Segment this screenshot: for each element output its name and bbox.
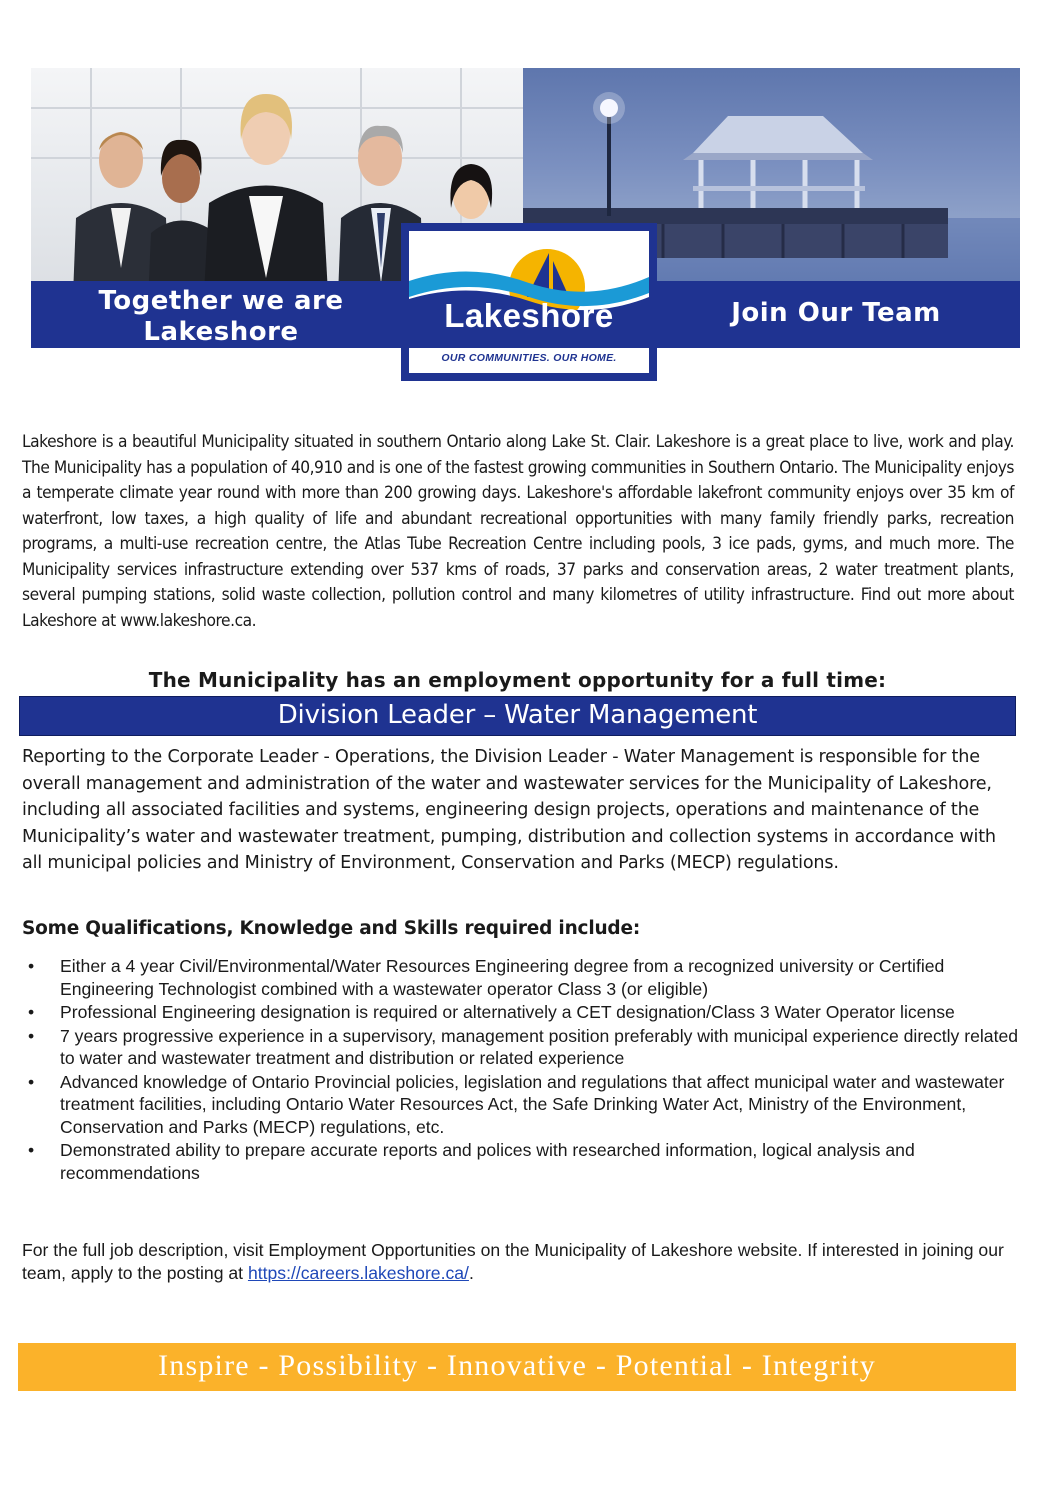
application-instructions xyxy=(22,1239,1032,1284)
values-text: Inspire - Possibility - Innovative - Potential - Integrity xyxy=(158,1349,876,1382)
reporting-paragraph: Reporting to the Corporate Leader - Operations, the Division Leader - Water Management is responsible for the overall management and administration of the water and wastewater services for the Municipality of Lakeshore, including all associated facilities and systems, engineering design projects, operations and maintenance of the Municipality’s water and wastewater treatment, pumping, distribution and collection systems in accordance with all municipal policies and Ministry of Environment, Conservation and Parks (MECP) regulations. xyxy=(22,747,996,874)
list-item xyxy=(22,1139,1022,1184)
job-title-band xyxy=(19,696,1016,736)
bullet-icon: • xyxy=(28,1002,35,1022)
qualification-text: 7 years progressive experience in a supervisory, management position preferably with municipal experience directly related to water and wastewater treatment and distribution or related experience xyxy=(60,1025,1019,1068)
qualification-text: Professional Engineering designation is required or alternatively a CET designation/Class 3 Water Operator license xyxy=(60,1002,955,1022)
list-item xyxy=(22,1025,1022,1070)
careers-link[interactable]: https://careers.lakeshore.ca/ xyxy=(247,1262,469,1283)
job-title: Division Leader – Water Management xyxy=(277,700,758,730)
list-item xyxy=(22,1001,1022,1024)
logo-wordmark: Lakeshore xyxy=(444,297,614,334)
footer-text-before: For the full job description, visit Employment Opportunities on the Municipality of Lakeshore website. If interested in joining our team, apply to the posting at xyxy=(22,1240,1004,1283)
bullet-icon: • xyxy=(28,1025,35,1046)
values-band xyxy=(18,1343,1016,1391)
qualification-text: Advanced knowledge of Ontario Provincial policies, legislation and regulations that affect municipal water and wastewater treatment facilities, including Ontario Water Resources Act, the Safe Drinking Water Act, Ministry of the Environment, Conservation and Parks (MECP) regulations, etc. xyxy=(60,1071,1005,1137)
logo-tagline: OUR COMMUNITIES. OUR HOME. xyxy=(441,352,617,364)
bullet-icon: • xyxy=(28,956,35,976)
bullet-icon: • xyxy=(28,1140,35,1160)
header-banner xyxy=(31,68,1020,384)
employment-heading: The Municipality has an employment opportunity for a full time: xyxy=(148,668,887,692)
qualifications-heading: Some Qualifications, Knowledge and Skills required include: xyxy=(22,918,641,939)
qualifications-list xyxy=(22,955,1022,1185)
intro-paragraph: Lakeshore is a beautiful Municipality situated in southern Ontario along Lake St. Clair. Lakeshore is a great place to live, work and play. The Municipality has a population of 40,910 and is one of the fastest growing communities in Southern Ontario. The Municipality enjoys a temperate climate year round with more than 200 growing days. Lakeshore's affordable lakefront community enjoys over 35 km of waterfront, low taxes, a high quality of life and abundant recreational opportunities with many family friendly parks, recreation programs, a multi-use recreation centre, the Atlas Tube Recreation Centre including pools, 3 ice pads, gyms, and much more. The Municipality services infrastructure extending over 537 kms of roads, 37 parks and conservation areas, 2 water treatment plants, several pumping stations, solid waste collection, pollution control and many kilometres of utility infrastructure. Find out more about Lakeshore at www.lakeshore.ca. xyxy=(22,432,1014,631)
list-item xyxy=(22,1071,1022,1139)
bullet-icon: • xyxy=(28,1071,35,1092)
qualification-text: Demonstrated ability to prepare accurate reports and polices with researched information, logical analysis and recommendations xyxy=(60,1140,915,1183)
together-slogan xyxy=(61,286,381,348)
join-our-team-slogan: Join Our Team xyxy=(731,298,941,328)
together-slogan-line2: Lakeshore xyxy=(143,317,299,347)
lakeshore-logo xyxy=(401,223,657,381)
footer-text-after: . xyxy=(468,1262,474,1283)
together-slogan-line1: Together we are xyxy=(98,286,344,316)
qualification-text: Either a 4 year Civil/Environmental/Water Resources Engineering degree from a recognized university or Certified Engineering Technologist combined with a wastewater operator Class 3 (or eligible) xyxy=(60,956,945,999)
list-item xyxy=(22,955,1022,1000)
